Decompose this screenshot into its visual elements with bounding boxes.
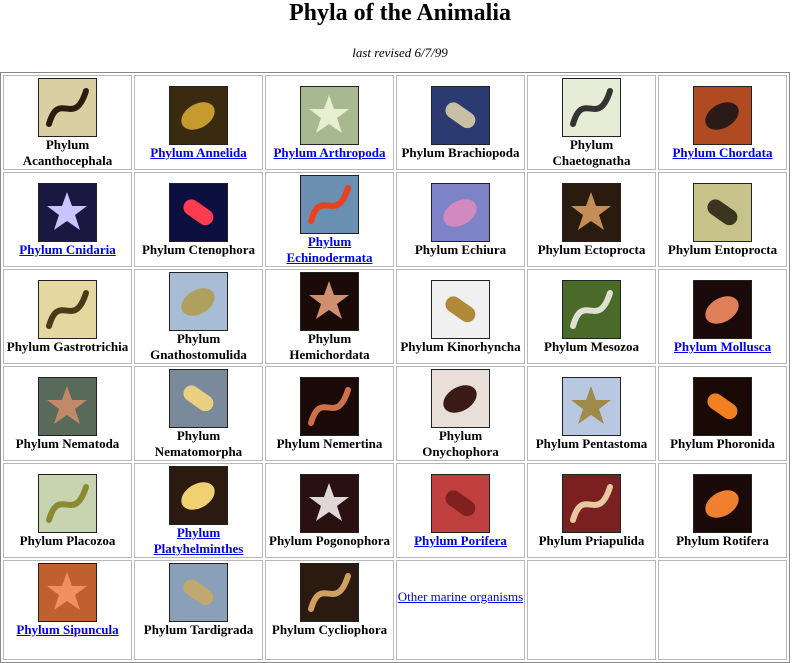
nemertina-image [300,377,359,436]
phylum-cell [3,172,132,267]
phylum-label: Phylum Rotifera [676,533,769,548]
phylum-label: Phylum Nematomorpha [154,428,243,459]
phylum-cell [658,75,787,170]
phylum-cell [396,560,525,660]
phylum-cell [134,560,263,660]
phyla-row [3,366,787,461]
page-title: Phyla of the Animalia [288,0,511,26]
echinodermata-image[interactable] [300,175,359,234]
phylum-cell [3,269,132,364]
phylum-label: Phylum Onychophora [422,428,499,459]
other-marine-organisms-link[interactable]: Other marine organisms [397,589,524,604]
phylum-label: Phylum Phoronida [670,436,775,451]
phylum-label: Phylum Nemertina [276,436,383,451]
phyla-row [3,172,787,267]
phylum-cell [527,463,656,558]
chaetognatha-image [562,78,621,137]
empty-cell [658,560,787,660]
phylum-cell [396,75,525,170]
phylum-label: Phylum Ctenophora [141,242,256,257]
phylum-cell [3,75,132,170]
phylum-cell [134,172,263,267]
phylum-label: Phylum Kinorhyncha [400,339,521,354]
brachiopoda-image [431,86,490,145]
phylum-cell [265,366,394,461]
arthropoda-image[interactable] [300,86,359,145]
phylum-cell [265,560,394,660]
phylum-link[interactable]: Phylum Porifera [414,533,507,548]
phyla-table [0,72,790,663]
phylum-label: Phylum Priapulida [538,533,645,548]
phylum-cell [265,269,394,364]
onychophora-image [431,369,490,428]
pentastoma-image [562,377,621,436]
cnidaria-image[interactable] [38,183,97,242]
nematoda-image [38,377,97,436]
phylum-link[interactable]: Phylum Arthropoda [273,145,386,160]
gastrotrichia-image [38,280,97,339]
phylum-link[interactable]: Phylum Chordata [672,145,773,160]
phylum-label: Phylum Echiura [414,242,507,257]
phylum-label: Phylum Pogonophora [269,533,390,548]
nematomorpha-image [169,369,228,428]
phylum-link[interactable]: Phylum Mollusca [673,339,772,354]
ectoprocta-image [562,183,621,242]
phylum-label: Phylum Placozoa [19,533,116,548]
phyla-row [3,463,787,558]
phylum-cell [3,366,132,461]
kinorhyncha-image [431,280,490,339]
last-revised-note: last revised 6/7/99 [352,45,448,60]
phyla-row [3,75,787,170]
phylum-cell [658,463,787,558]
phyla-row [3,560,787,660]
porifera-image[interactable] [431,474,490,533]
phylum-label: Phylum Pentastoma [535,436,648,451]
echiura-image [431,183,490,242]
phylum-cell [265,75,394,170]
hemichordata-image [300,272,359,331]
phylum-link[interactable]: Phylum Annelida [150,145,247,160]
platyhelminthes-image[interactable] [169,466,228,525]
phylum-label: Phylum Gnathostomulida [150,331,247,362]
acanthocephala-image [38,78,97,137]
phylum-cell [396,172,525,267]
phylum-cell [527,75,656,170]
sipuncula-image[interactable] [38,563,97,622]
empty-cell [527,560,656,660]
tardigrada-image [169,563,228,622]
chordata-image[interactable] [693,86,752,145]
mesozoa-image [562,280,621,339]
phylum-label: Phylum Acanthocephala [22,137,113,168]
phoronida-image [693,377,752,436]
phylum-label: Phylum Hemichordata [289,331,370,362]
phylum-cell [527,172,656,267]
phylum-cell [265,463,394,558]
phylum-cell [3,560,132,660]
phylum-label: Phylum Entoprocta [667,242,778,257]
phylum-cell [134,366,263,461]
gnathostomulida-image [169,272,228,331]
phylum-link[interactable]: Phylum Echinodermata [286,234,373,265]
phylum-label: Phylum Mesozoa [544,339,639,354]
phylum-cell [658,366,787,461]
phylum-cell [658,269,787,364]
phylum-cell [134,463,263,558]
ctenophora-image [169,183,228,242]
phylum-cell [396,269,525,364]
phylum-label: Phylum Brachiopoda [401,145,520,160]
phylum-cell [658,172,787,267]
phylum-cell [3,463,132,558]
phylum-label: Phylum Gastrotrichia [6,339,129,354]
phylum-label: Phylum Tardigrada [143,622,254,637]
mollusca-image[interactable] [693,280,752,339]
phylum-cell [396,463,525,558]
phylum-link[interactable]: Phylum Sipuncula [16,622,119,637]
phylum-cell [265,172,394,267]
phylum-cell [396,366,525,461]
phylum-link[interactable]: Phylum Platyhelminthes [153,525,244,556]
phyla-row [3,269,787,364]
pogonophora-image [300,474,359,533]
annelida-image[interactable] [169,86,228,145]
placozoa-image [38,474,97,533]
phylum-cell [527,269,656,364]
phylum-cell [134,75,263,170]
entoprocta-image [693,183,752,242]
phylum-cell [134,269,263,364]
phylum-cell [527,366,656,461]
phylum-label: Phylum Nematoda [15,436,120,451]
phylum-link[interactable]: Phylum Cnidaria [19,242,116,257]
rotifera-image [693,474,752,533]
phylum-label: Phylum Cycliophora [271,622,388,637]
phylum-label: Phylum Ectoprocta [537,242,646,257]
phylum-label: Phylum Chaetognatha [552,137,631,168]
priapulida-image [562,474,621,533]
cycliophora-image [300,563,359,622]
